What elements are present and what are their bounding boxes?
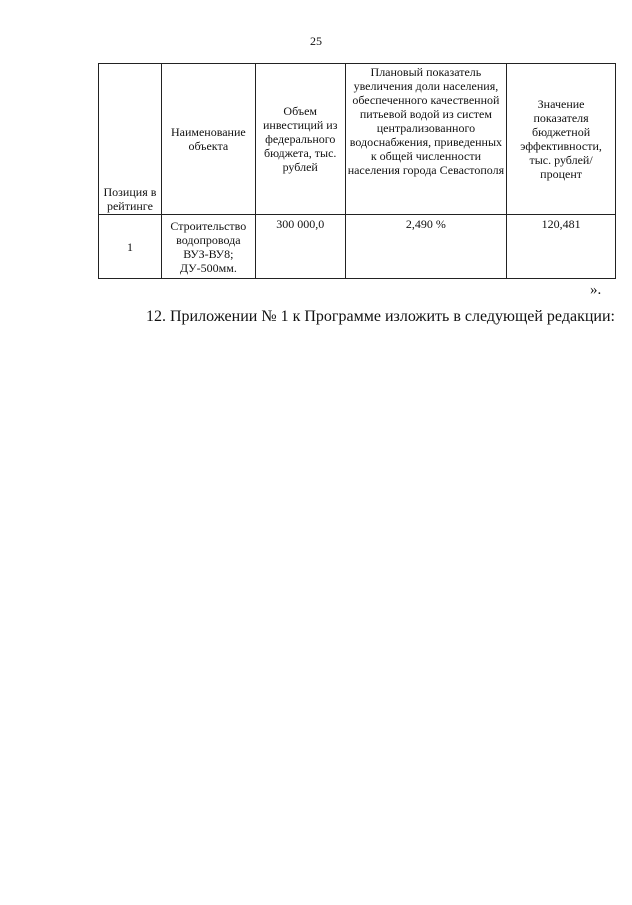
cell-planned-indicator: 2,490 %: [345, 215, 507, 279]
cell-investment-volume: 300 000,0: [255, 215, 345, 279]
header-position: Позиция в рейтинге: [99, 64, 162, 215]
instruction-paragraph: 12. Приложении № 1 к Программе изложить в следующей редакции:: [146, 308, 615, 325]
cell-budget-efficiency: 120,481: [507, 215, 616, 279]
closing-quote: ».: [590, 282, 602, 298]
cell-position: 1: [99, 215, 162, 279]
table-header-row: [99, 64, 616, 215]
header-investment-volume: Объем инвестиций из федерального бюджета, тыс. рублей: [255, 64, 345, 215]
header-budget-efficiency: Значение показателя бюджетной эффективности, тыс. рублей/ процент: [507, 64, 616, 215]
header-object-name: Наименование объекта: [161, 64, 255, 215]
rating-table: [98, 63, 616, 279]
header-planned-indicator: Плановый показатель увеличения доли населения, обеспеченного качественной питьевой водой из систем централизованного водоснабжения, приведенных к общей численности населения города Севастополя: [345, 64, 507, 215]
page-number: 25: [310, 34, 322, 48]
table-row: [99, 215, 616, 279]
cell-object-name: Строительство водопровода ВУЗ-ВУ8; ДУ-500мм.: [161, 215, 255, 279]
